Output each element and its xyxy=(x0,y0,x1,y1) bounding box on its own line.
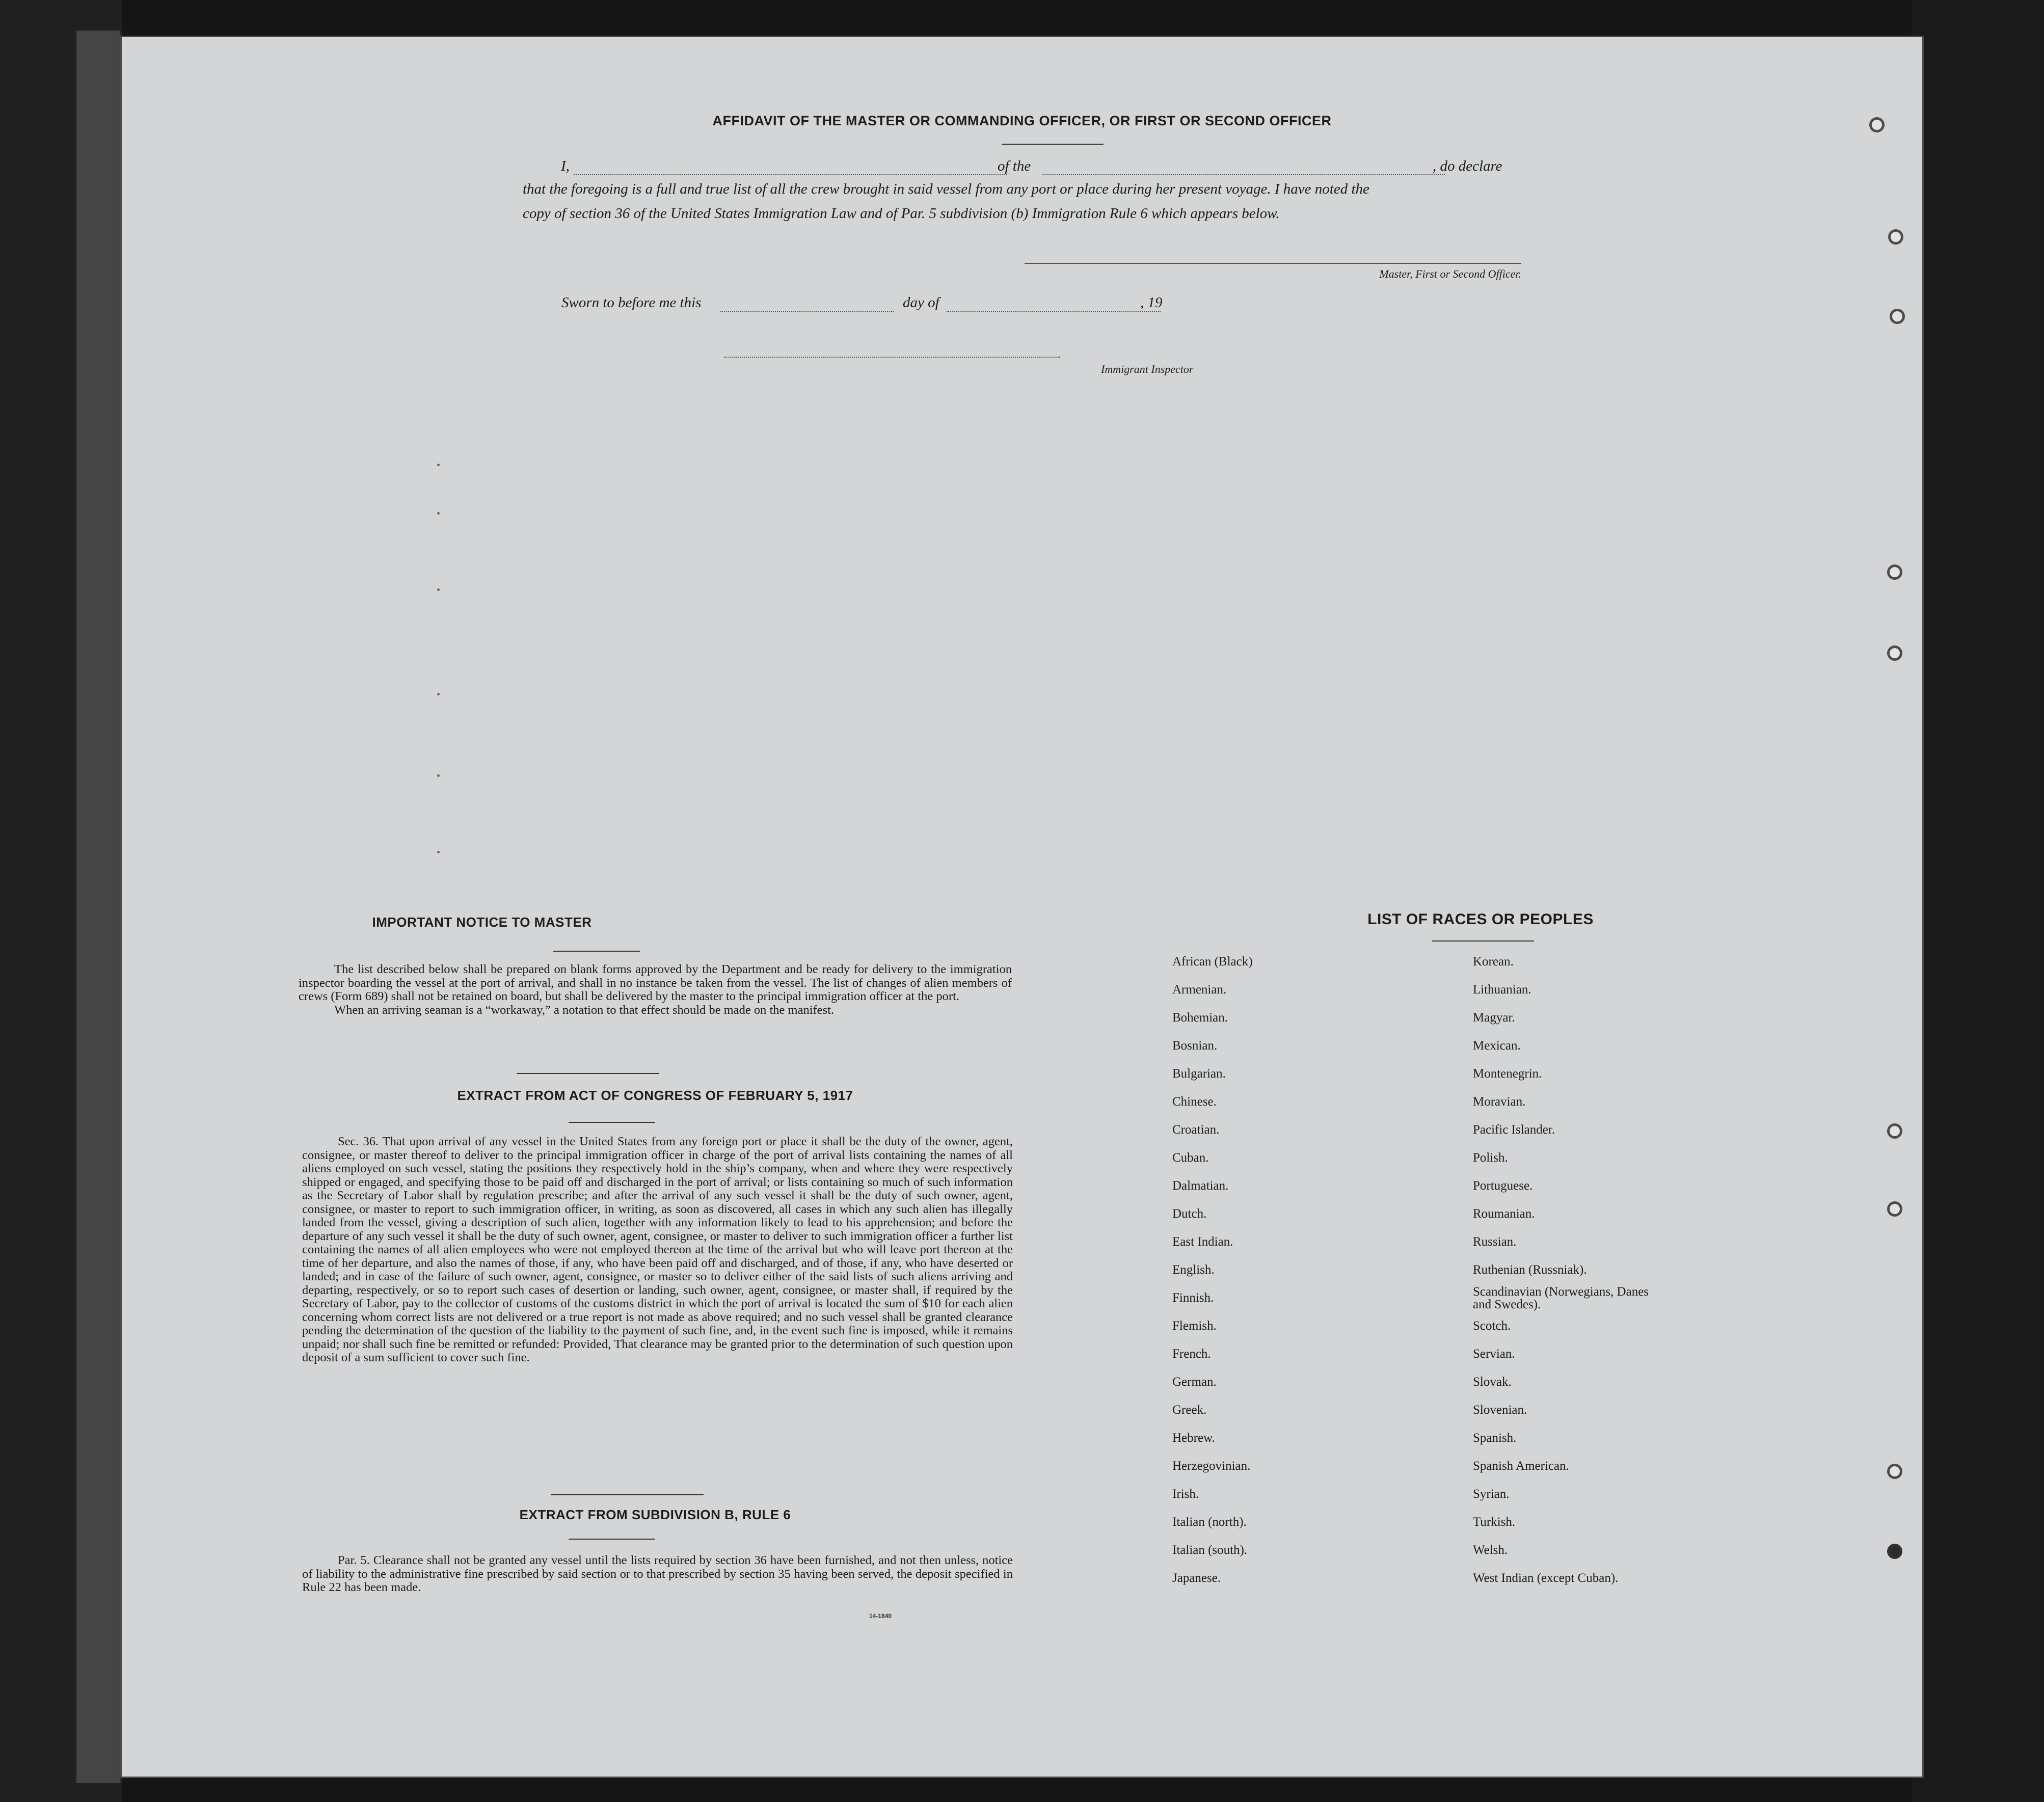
right-edge xyxy=(1912,0,2044,1802)
rule-body xyxy=(302,1554,1013,1595)
race-left: Armenian. xyxy=(1172,982,1227,997)
races-row xyxy=(1172,1508,1656,1536)
races-row xyxy=(1172,1312,1656,1340)
race-right: Servian. xyxy=(1473,1347,1515,1361)
race-right: Pacific Islander. xyxy=(1473,1122,1555,1137)
races-row xyxy=(1172,1144,1656,1172)
master-signature-label: Master, First or Second Officer. xyxy=(1379,267,1521,280)
races-table xyxy=(1172,948,1656,1592)
day-of-label: day of xyxy=(903,294,939,311)
act-rule xyxy=(569,1122,655,1123)
race-left: Cuban. xyxy=(1172,1150,1209,1165)
race-right: Syrian. xyxy=(1473,1487,1510,1501)
notice-title: IMPORTANT NOTICE TO MASTER xyxy=(372,915,592,930)
race-left: Flemish. xyxy=(1172,1319,1217,1333)
race-right: West Indian (except Cuban). xyxy=(1473,1571,1619,1585)
binder-hole-icon xyxy=(1887,1464,1902,1479)
race-right: Welsh. xyxy=(1473,1543,1508,1557)
race-left: Bohemian. xyxy=(1172,1010,1228,1025)
binder-hole-icon xyxy=(1887,564,1902,580)
race-left: Dutch. xyxy=(1172,1206,1207,1221)
races-row xyxy=(1172,1032,1656,1060)
margin-mark xyxy=(437,851,440,853)
binder-hole-icon xyxy=(1888,229,1903,245)
race-right: Polish. xyxy=(1473,1150,1508,1165)
margin-mark xyxy=(437,512,440,515)
race-right: Spanish. xyxy=(1473,1431,1517,1445)
inspector-label: Immigrant Inspector xyxy=(1101,363,1194,375)
race-right: Scandinavian (Norwegians, Danes and Swedes). xyxy=(1473,1284,1649,1311)
race-right: Portuguese. xyxy=(1473,1178,1533,1193)
rule-rule xyxy=(569,1539,655,1540)
race-left: Italian (south). xyxy=(1172,1543,1248,1557)
race-right: Moravian. xyxy=(1473,1094,1526,1109)
form-number: 14-1840 xyxy=(869,1612,892,1620)
race-left: African (Black) xyxy=(1172,954,1253,969)
races-row xyxy=(1172,1256,1656,1284)
races-row xyxy=(1172,948,1656,976)
race-right: Korean. xyxy=(1473,954,1514,969)
declare-label: , do declare xyxy=(1433,158,1502,174)
title-rule xyxy=(1002,144,1104,145)
race-left: Croatian. xyxy=(1172,1122,1220,1137)
notice-body xyxy=(299,963,1012,1017)
binder-hole-icon xyxy=(1887,1544,1902,1559)
binder-edge xyxy=(0,0,122,1802)
races-row xyxy=(1172,1480,1656,1508)
sworn-month-field[interactable] xyxy=(947,311,1161,312)
inspector-signature-line[interactable] xyxy=(724,357,1060,358)
section-rule xyxy=(517,1073,659,1074)
races-row xyxy=(1172,1340,1656,1368)
race-left: German. xyxy=(1172,1375,1217,1389)
race-right: Scotch. xyxy=(1473,1319,1511,1333)
races-row xyxy=(1172,1536,1656,1564)
rule-paragraph: Par. 5. Clearance shall not be granted any vessel until the lists required by section 36 have been furnished, and not then unless, notice of liability to the administrative fine prescribed by said section or to that prescribed by section 35 having been served, the deposit specified in Rule 22 has been made. xyxy=(302,1553,1013,1594)
races-row xyxy=(1172,1172,1656,1200)
race-right: Turkish. xyxy=(1473,1515,1516,1529)
races-row xyxy=(1172,1228,1656,1256)
race-right: Montenegrin. xyxy=(1473,1066,1542,1081)
races-row xyxy=(1172,1396,1656,1424)
race-left: Chinese. xyxy=(1172,1094,1217,1109)
race-left: Dalmatian. xyxy=(1172,1178,1229,1193)
races-row xyxy=(1172,1004,1656,1032)
race-left: Bosnian. xyxy=(1172,1038,1218,1053)
binder-hole-icon xyxy=(1890,309,1905,324)
act-paragraph: Sec. 36. That upon arrival of any vessel in the United States from any foreign port or place it shall be the duty of the owner, agent, consignee, or master thereof to deliver to the principal immigration officer in charge of the port of arrival lists containing the names of all aliens employed on such vessel, stating the positions they respectively hold in the ship’s company, when and where they were respectively shipped or engaged, and specifying those to be paid off and discharged in the port of arrival; or lists containing so much of such information as the Secretary of Labor shall by regulation prescribe; and after the arrival of any such vessel it shall be the duty of such owner, agent, consignee, or master to report to such immigration officer, in writing, as soon as discovered, all cases in which any such alien has illegally landed from the vessel, giving a description of such alien, together with any information likely to lead to his apprehension; and before the departure of any such vessel it shall be the duty of such owner, agent, consignee, or master to deliver to such immigration officer a further list containing the names of all alien employees who were not employed thereon at the time of the arrival but who will leave port thereon at the time of her departure, and also the names of those, if any, who have been paid off and discharged, and of those, if any, who have deserted or landed; and in case of the failure of such owner, agent, consignee, or master so to deliver either of the said lists of such aliens arriving and departing, respectively, or so to report such cases of desertion or landing, such owner, agent, consignee, or master shall, if required by the Secretary of Labor, pay to the collector of customs of the customs district in which the port of arrival is located the sum of $10 for each alien concerning whom correct lists are not delivered or a true report is not made as above required; and no such vessel shall be granted clearance pending the determination of the question of the liability to the payment of such fine, and, in the event such fine is imposed, while it remains unpaid; nor shall such fine be remitted or refunded: Provided, That clearance may be granted prior to the determination of such question upon deposit of a sum sufficient to cover such fine. xyxy=(302,1135,1013,1364)
races-rule xyxy=(1432,940,1534,942)
notice-paragraph: When an arriving seaman is a “workaway,” a notation to that effect should be made on the manifest. xyxy=(334,1003,835,1017)
act-title: EXTRACT FROM ACT OF CONGRESS OF FEBRUARY 5, 1917 xyxy=(457,1088,853,1103)
sworn-day-field[interactable] xyxy=(720,311,894,312)
race-left: Hebrew. xyxy=(1172,1431,1215,1445)
affiant-label: I, xyxy=(561,158,570,174)
race-left: Japanese. xyxy=(1172,1571,1221,1585)
races-row xyxy=(1172,1088,1656,1116)
race-right: Spanish American. xyxy=(1473,1459,1569,1473)
section-rule xyxy=(551,1494,704,1495)
races-row xyxy=(1172,1200,1656,1228)
race-left: Greek. xyxy=(1172,1403,1207,1417)
race-left: Herzegovinian. xyxy=(1172,1459,1251,1473)
binder-hole-icon xyxy=(1887,1123,1902,1139)
races-row xyxy=(1172,1368,1656,1396)
race-right: Roumanian. xyxy=(1473,1206,1535,1221)
year-prefix: , 19 xyxy=(1140,294,1163,311)
master-signature-line[interactable] xyxy=(1025,263,1521,264)
vessel-name-field[interactable] xyxy=(1042,174,1445,175)
form-page xyxy=(120,36,1924,1778)
race-left: French. xyxy=(1172,1347,1211,1361)
race-left: English. xyxy=(1172,1262,1215,1277)
race-left: Finnish. xyxy=(1172,1290,1214,1305)
race-left: Italian (north). xyxy=(1172,1515,1247,1529)
races-row xyxy=(1172,1424,1656,1452)
binder-hole-icon xyxy=(1887,646,1902,661)
sworn-label: Sworn to before me this xyxy=(561,294,702,311)
affidavit-title: AFFIDAVIT OF THE MASTER OR COMMANDING OFFICER, OR FIRST OR SECOND OFFICER xyxy=(712,113,1332,128)
race-right: Ruthenian (Russniak). xyxy=(1473,1262,1587,1277)
affidavit-line-2: that the foregoing is a full and true list of all the crew brought in said vessel from any port or place during her present voyage. I have noted the xyxy=(523,181,1369,197)
races-row xyxy=(1172,1284,1656,1312)
races-row xyxy=(1172,1060,1656,1088)
race-right: Slovenian. xyxy=(1473,1403,1527,1417)
margin-mark xyxy=(437,774,440,777)
affidavit-line-3: copy of section 36 of the United States Immigration Law and of Par. 5 subdivision (b) Immigration Rule 6 which appears below. xyxy=(523,205,1280,222)
vessel-label: of the xyxy=(998,158,1031,174)
margin-mark xyxy=(437,693,440,695)
binder-hole-icon xyxy=(1887,1201,1902,1217)
race-left: Bulgarian. xyxy=(1172,1066,1226,1081)
races-row xyxy=(1172,1452,1656,1480)
affiant-name-field[interactable] xyxy=(574,174,1007,175)
act-body xyxy=(302,1135,1013,1365)
races-title: LIST OF RACES OR PEOPLES xyxy=(1367,911,1594,928)
race-right: Lithuanian. xyxy=(1473,982,1531,997)
race-left: Irish. xyxy=(1172,1487,1199,1501)
race-right: Russian. xyxy=(1473,1234,1517,1249)
race-right: Mexican. xyxy=(1473,1038,1521,1053)
race-right: Magyar. xyxy=(1473,1010,1515,1025)
races-row xyxy=(1172,976,1656,1004)
races-row xyxy=(1172,1564,1656,1592)
race-right: Slovak. xyxy=(1473,1375,1512,1389)
rule-title: EXTRACT FROM SUBDIVISION B, RULE 6 xyxy=(519,1507,791,1522)
races-row xyxy=(1172,1116,1656,1144)
binder-strip xyxy=(76,31,122,1783)
notice-paragraph: The list described below shall be prepared on blank forms approved by the Department and be ready for delivery to the immigration inspector boarding the vessel at the port of arrival, and shall in no instance be taken from the vessel. The list of changes of alien members of crews (Form 689) shall not be retained on board, but shall be delivered by the master to the principal immigration officer at the port. xyxy=(299,962,1012,1003)
notice-rule xyxy=(553,951,640,952)
margin-mark xyxy=(437,464,440,466)
race-left: East Indian. xyxy=(1172,1234,1233,1249)
margin-mark xyxy=(437,588,440,591)
